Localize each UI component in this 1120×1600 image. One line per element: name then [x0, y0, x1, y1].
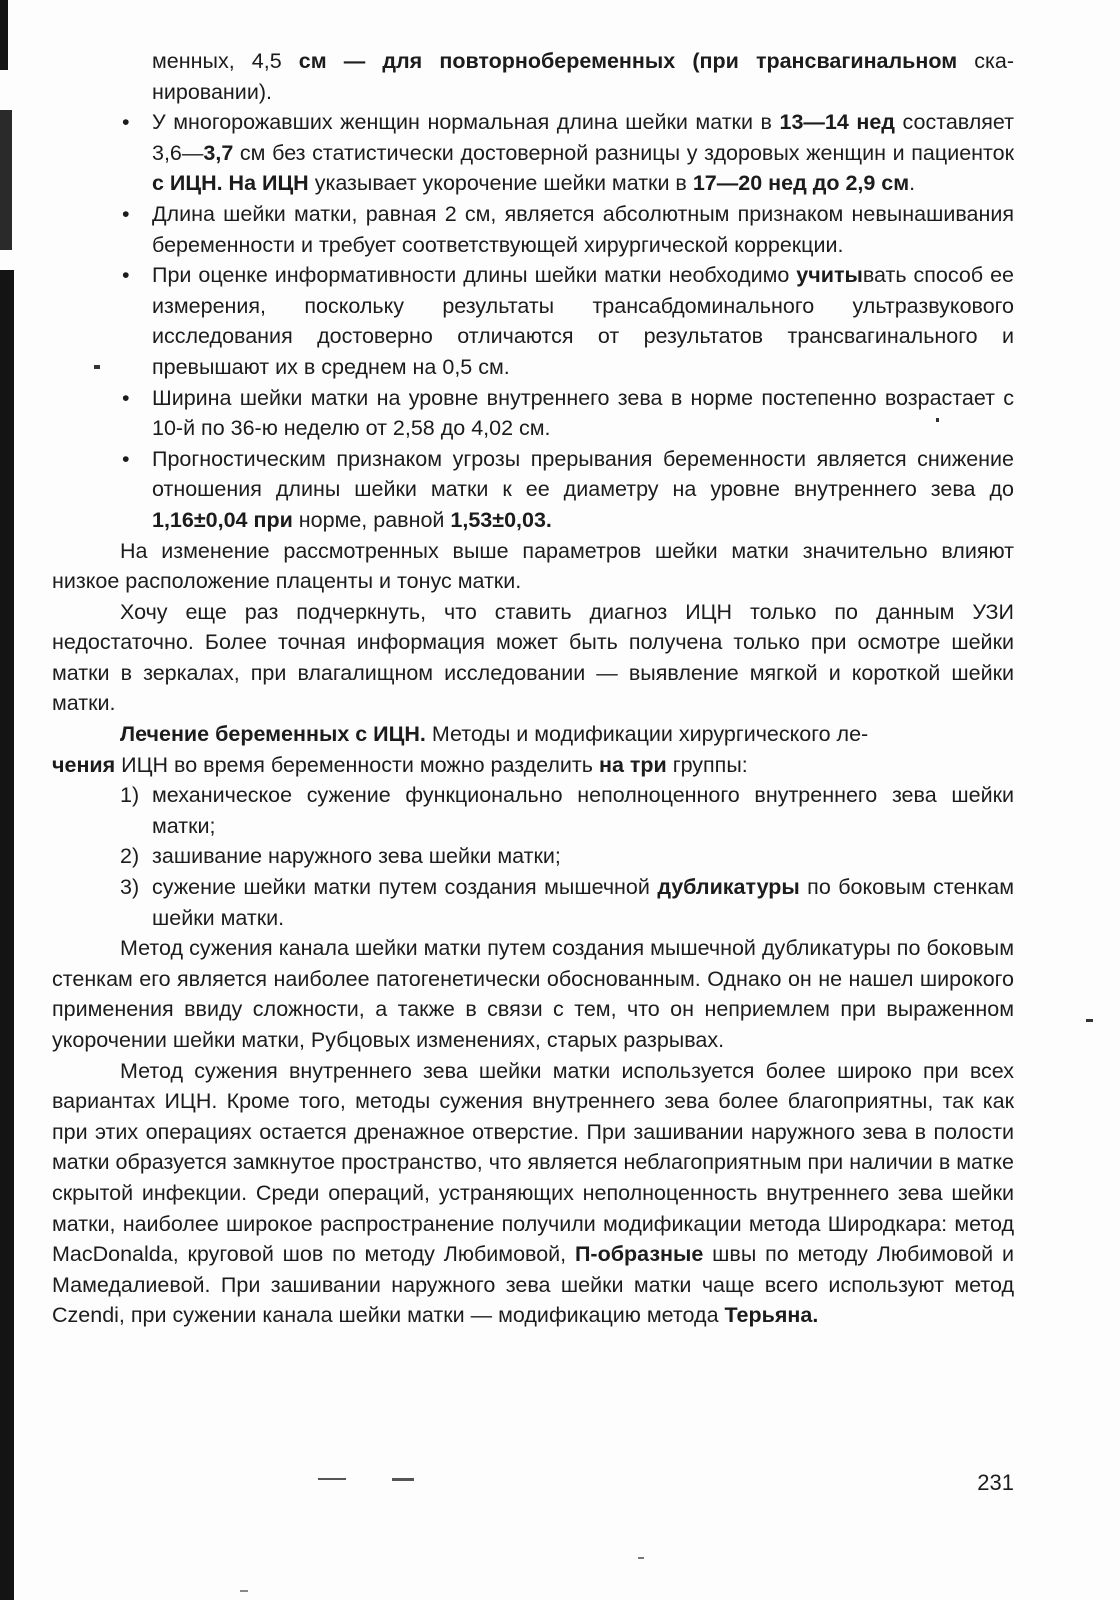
bold-text: 17—20 нед до 2,9 см	[692, 171, 910, 196]
text-run: Ширина шейки матки на уровне внутреннего зева в норме постепенно возрастает с 10-й по 36-ю неделю от 2,58 до 4,02 см.	[152, 385, 1014, 441]
bullet-item	[52, 46, 1014, 107]
scan-speck	[240, 1590, 248, 1592]
final-bold: Терьяна.	[724, 1303, 819, 1328]
bold-text: 3,7	[203, 140, 234, 165]
method-item	[52, 872, 1014, 933]
text-run: вать способ ее измерения, поскольку результаты трансабдоминального ультразвукового исследования достоверно отличаются от результатов трансвагинального и превышают их в среднем на 0,5 см.	[152, 263, 1014, 379]
paragraph-final	[52, 1056, 1014, 1331]
method-number: 1)	[120, 783, 140, 808]
page-text	[52, 46, 1014, 1331]
treatment-bold-phrase: на три	[598, 752, 667, 777]
method-number: 2)	[120, 844, 140, 869]
text-run: Длина шейки матки, равная 2 см, является абсолютным признаком невынашивания беременности и требует соответствующей хирургической коррекции.	[152, 201, 1014, 257]
treatment-heading: Лечение беременных с ИЦН.	[120, 722, 426, 747]
text-run: по боковым стенкам шейки матки.	[152, 875, 1014, 930]
text-run: Прогностическим признаком угрозы прерывания беременности является снижение отношения длины шейки матки к ее диаметру на уровне внутреннего зева до	[152, 446, 1014, 502]
paragraph-influence: На изменение рассмотренных выше параметров шейки матки значительно влияют низкое расположение плаценты и тонус матки.	[52, 538, 1014, 594]
paragraph-diagnosis: Хочу еще раз подчеркнуть, что ставить диагноз ИЦН только по данным УЗИ недостаточно. Более точная информация может быть получена только при осмотре шейки матки в зеркалах, при влагалищном исследовании — выявление мягкой и короткой шейки матки.	[52, 599, 1014, 716]
scan-edge-main	[0, 270, 14, 1600]
treatment-bold-word: чения	[52, 752, 116, 777]
text-run: см без статистически достоверной разницы у здоровых женщин и пациенток	[233, 140, 1014, 165]
bullet-item	[52, 260, 1014, 382]
final-text: Метод сужения внутреннего зева шейки матки используется более широко при всех вариантах ИЦН. Кроме того, методы сужения внутреннего зева более благоприятны, так как при этих операциях остается дренажное отверстие. При зашивании наружного зева в полости матки образуется замкнутое пространство, что является неблагоприятным при наличии в матке скрытой инфекции. Среди операций, устраняющих неполноценность внутреннего зева шейки матки, наиболее широкое распространение получили модификации метода Широдкара: метод MacDonalda, круговой шов по методу Любимовой,	[52, 1058, 1014, 1267]
scan-speck	[318, 1478, 346, 1480]
text-run: механическое сужение функционально неполноценного внутреннего зева шейки матки;	[152, 783, 1014, 838]
bullet-item	[52, 383, 1014, 444]
paragraph-duplicature: Метод сужения канала шейки матки путем создания мышечной дубликатуры по боковым стенкам его является наиболее патогенетически обоснованным. Однако он не нашел широкого применения ввиду сложности, а также в связи с тем, что он неприемлем при выраженном укорочении шейки матки, Рубцовых изменениях, старых разрывах.	[52, 936, 1014, 1052]
scan-speck	[1086, 1019, 1093, 1022]
treatment-text: группы:	[666, 752, 748, 777]
methods-list	[52, 780, 1014, 933]
text-run: указывает укорочение шейки матки в	[308, 171, 693, 196]
paragraph-treatment: Лечение беременных с ИЦН. Методы и модификации хирургического ле- чения ИЦН во время беременности можно разделить на три группы:	[52, 722, 869, 777]
text-run: зашивание наружного зева шейки матки;	[152, 844, 561, 869]
text-run: сканировании).	[152, 49, 1014, 104]
treatment-text: ИЦН во время беременности можно разделить	[115, 752, 599, 777]
text-run: составляет 3,6—	[152, 110, 1014, 165]
bold-text: учиты	[796, 263, 863, 288]
bold-text: 13—14 нед	[779, 110, 895, 135]
bold-text: см — для повторнобеременных (при трансвагинальном	[298, 49, 958, 73]
bold-text: дубликатуры	[657, 875, 800, 900]
text-run: норме, равной	[292, 507, 451, 532]
scan-speck	[638, 1557, 644, 1559]
treatment-text: Методы и модификации хирургического ле	[425, 722, 862, 747]
bold-text: 1,53±0,03.	[450, 507, 552, 532]
bold-text: 1,16±0,04 при	[152, 507, 293, 532]
bullet-list	[52, 46, 1014, 536]
method-item	[52, 780, 1014, 841]
text-run: При оценке информативности длины шейки матки необходимо	[152, 263, 797, 288]
scan-edge-top	[0, 0, 8, 70]
bullet-item	[52, 199, 1014, 260]
text-run: У многорожавших женщин нормальная длина шейки матки в	[152, 110, 780, 135]
bullet-item	[52, 107, 1014, 199]
text-run: .	[909, 171, 916, 196]
bold-text: с ИЦН. На ИЦН	[152, 171, 309, 196]
text-run: менных, 4,5	[152, 49, 299, 73]
text-run: сужение шейки матки путем создания мышечной	[152, 875, 658, 900]
bullet-item	[52, 444, 1014, 536]
method-number: 3)	[120, 875, 140, 900]
method-item	[52, 841, 1014, 872]
scan-edge-upper	[0, 110, 12, 250]
final-bold: П-образные	[574, 1242, 704, 1267]
final-text: швы по методу Любимовой и Мамедалиевой. При зашивании наружного зева шейки матки чаще всего используют метод Czendi, при сужении канала шейки матки — модификацию метода	[52, 1242, 1014, 1328]
scan-speck	[392, 1478, 414, 1481]
page-number: 231	[977, 1470, 1014, 1495]
